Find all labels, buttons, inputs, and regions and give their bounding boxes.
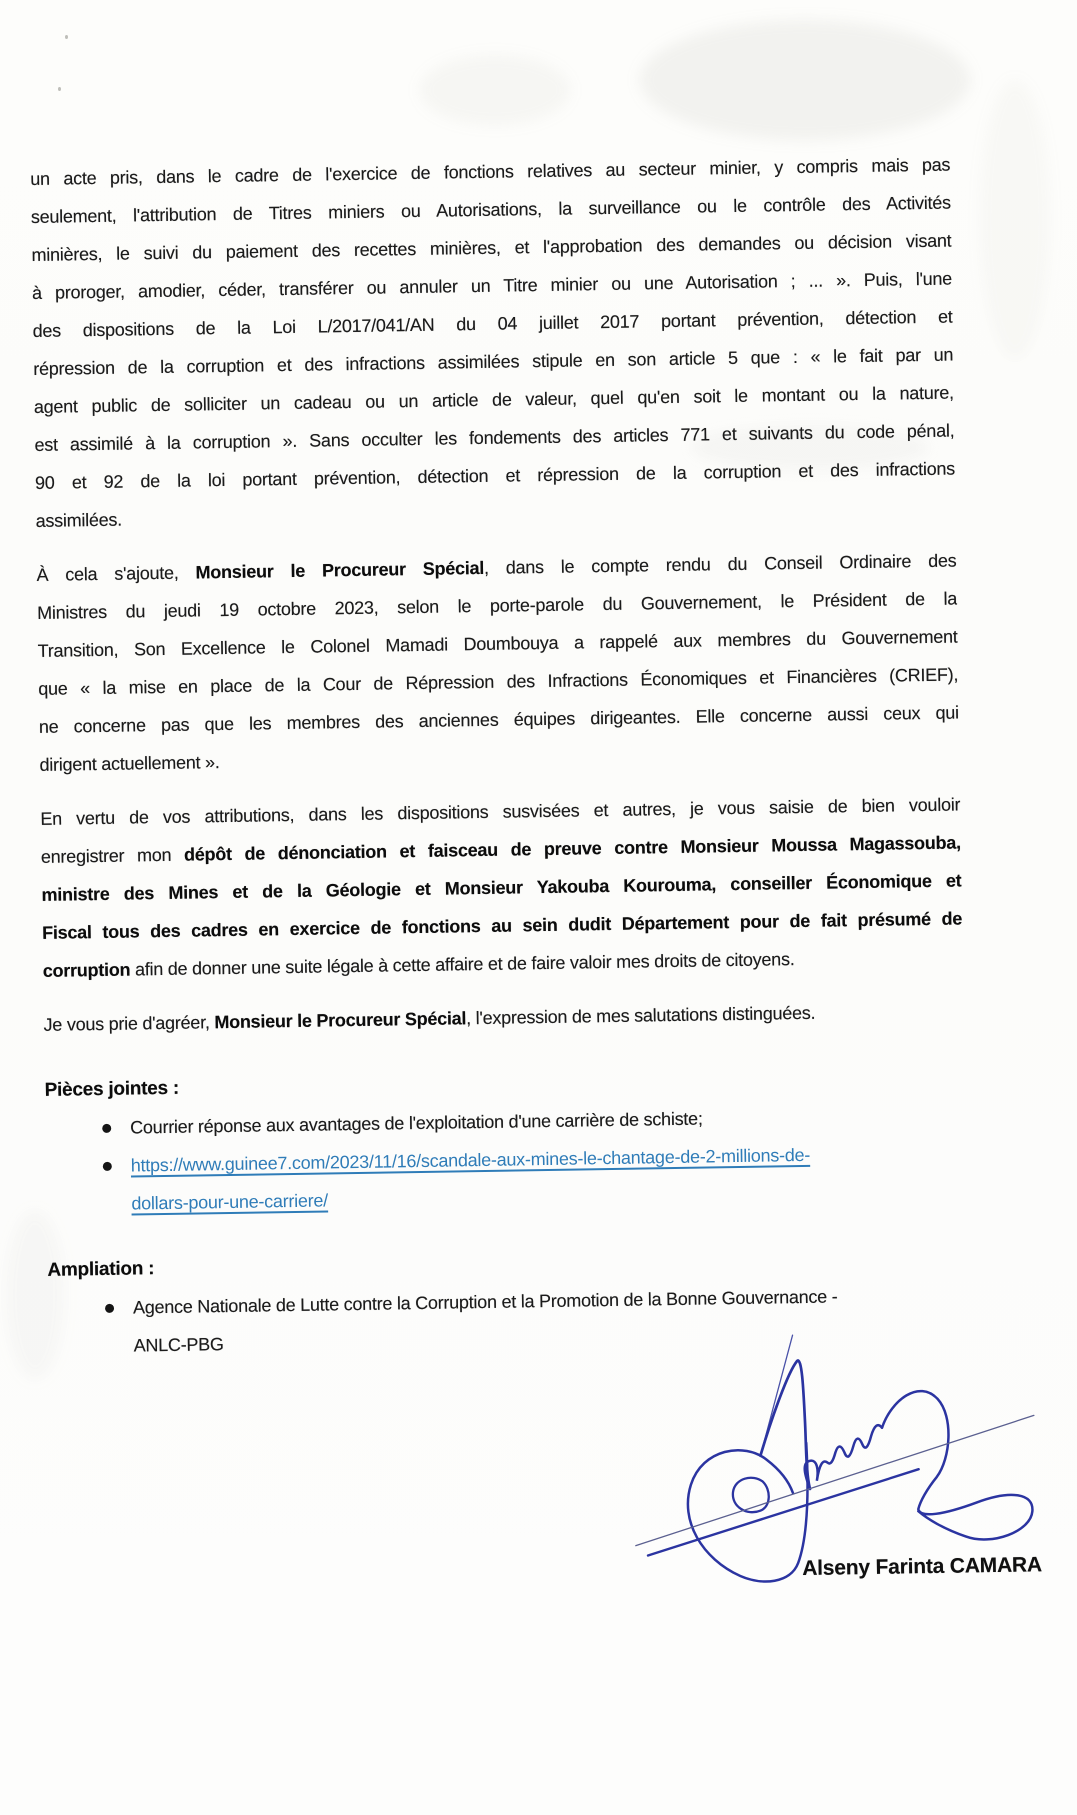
text-run: un acte pris, dans le cadre de l'exercice de fonctions relatives au secteur minier, y compris mais pas xyxy=(30,154,951,189)
text-run: Monsieur le Procureur Spécial xyxy=(195,557,485,583)
text-run: que « la mise en place de la Cour de Répression des Infractions Économiques et Financières (CRIEF), xyxy=(38,664,959,699)
text-run: Fiscal tous des cadres en exercice de fonctions au sein dudit Département pour de fait présumé de xyxy=(41,908,963,943)
text-run: dirigent actuellement ». xyxy=(39,752,220,775)
signatory-name: Alseny Farinta CAMARA xyxy=(802,1553,1043,1581)
text-run: Ministres du jeudi 19 octobre 2023, selon le porte-parole du Gouvernement, le Président de la xyxy=(36,588,958,623)
text-run: répression de la corruption et des infractions assimilées stipule en son article 5 que : « le fait par un xyxy=(33,344,954,379)
text-run: à proroger, amodier, céder, transférer ou annuler un Titre minier ou une Autorisation ; ... ». Puis, l'une xyxy=(31,268,953,303)
text-run: seulement, l'attribution de Titres miniers ou Autorisations, la surveillance ou le contrôle des Activités xyxy=(30,192,951,227)
text-run: minières, le suivi du paiement des recettes minières, et l'approbation des demandes ou décision visant xyxy=(31,230,952,265)
attachment-url-link[interactable] xyxy=(131,1133,967,1222)
text-run: dépôt de dénonciation et faisceau de preuve contre Monsieur Moussa Magassouba, xyxy=(183,832,961,865)
text-run: , dans le compte rendu du Conseil Ordinaire des xyxy=(483,550,957,578)
text-run: ministre des Mines et de la Géologie et Monsieur Yakouba Kourouma, conseiller Économique et xyxy=(41,870,962,905)
list-item xyxy=(101,1133,967,1223)
attachment-url-line2[interactable]: dollars-pour-une-carriere/ xyxy=(131,1190,329,1214)
text-run: Monsieur le Procureur Spécial xyxy=(214,1008,467,1033)
bullet-icon xyxy=(101,1147,132,1223)
text-run: afin de donner une suite légale à cette affaire et de faire valoir mes droits de citoyens. xyxy=(130,949,795,980)
text-run: À cela s'ajoute, xyxy=(36,562,196,585)
text-run: assimilées. xyxy=(35,509,123,531)
scan-speck xyxy=(58,87,61,91)
bullet-icon xyxy=(103,1289,134,1365)
attachment-url-line1[interactable]: https://www.guinee7.com/2023/11/16/scandale-aux-mines-le-chantage-de-2-millions-de- xyxy=(130,1144,811,1176)
attachments-section xyxy=(44,1057,966,1223)
text-run: corruption xyxy=(42,959,131,981)
text-run: enregistrer mon xyxy=(40,844,185,867)
bullet-icon xyxy=(100,1109,131,1147)
text-run: ne concerne pas que les membres des anciennes équipes dirigeantes. Elle concerne aussi ceux qui xyxy=(38,702,959,737)
ampliation-line1: Agence Nationale de Lutte contre la Corruption et la Promotion de la Bonne Gouvernance - xyxy=(132,1286,838,1318)
paragraph xyxy=(43,991,963,1043)
ampliation-line2: ANLC-PBG xyxy=(133,1334,224,1356)
paragraph xyxy=(36,542,959,784)
text-run: Je vous prie d'agréer, xyxy=(43,1012,215,1035)
text-run: En vertu de vos attributions, dans les dispositions susvisées et autres, je vous saisie de bien vouloir xyxy=(40,794,961,829)
paragraph xyxy=(40,785,963,989)
paragraph xyxy=(30,146,956,540)
text-line xyxy=(43,991,963,1043)
text-run: , l'expression de mes salutations distinguées. xyxy=(466,1002,816,1029)
attachments-heading: Pièces jointes : xyxy=(44,1077,180,1101)
letter-body xyxy=(30,146,964,1044)
scan-smudge xyxy=(420,55,570,125)
text-run: agent public de solliciter un cadeau ou un article de valeur, quel qu'en soit le montant ou la nature, xyxy=(33,382,954,417)
scan-speck xyxy=(65,35,68,39)
scan-smudge xyxy=(640,20,970,140)
scan-smudge xyxy=(980,80,1050,360)
text-run: 90 et 92 de la loi portant prévention, détection et répression de la corruption et des infractions xyxy=(34,458,956,493)
ampliation-heading: Ampliation : xyxy=(47,1258,155,1281)
text-run: des dispositions de la Loi L/2017/041/AN du 04 juillet 2017 portant prévention, détection et xyxy=(32,306,953,341)
attachment-item-text: Courrier réponse aux avantages de l'exploitation d'une carrière de schiste; xyxy=(130,1108,703,1138)
letter-content xyxy=(30,146,1043,1581)
text-run: est assimilé à la corruption ». Sans occulter les fondements des articles 771 et suivants du code pénal, xyxy=(34,420,955,455)
text-run: Transition, Son Excellence le Colonel Mamadi Doumbouya a rappelé aux membres du Gouvernement xyxy=(37,626,958,661)
